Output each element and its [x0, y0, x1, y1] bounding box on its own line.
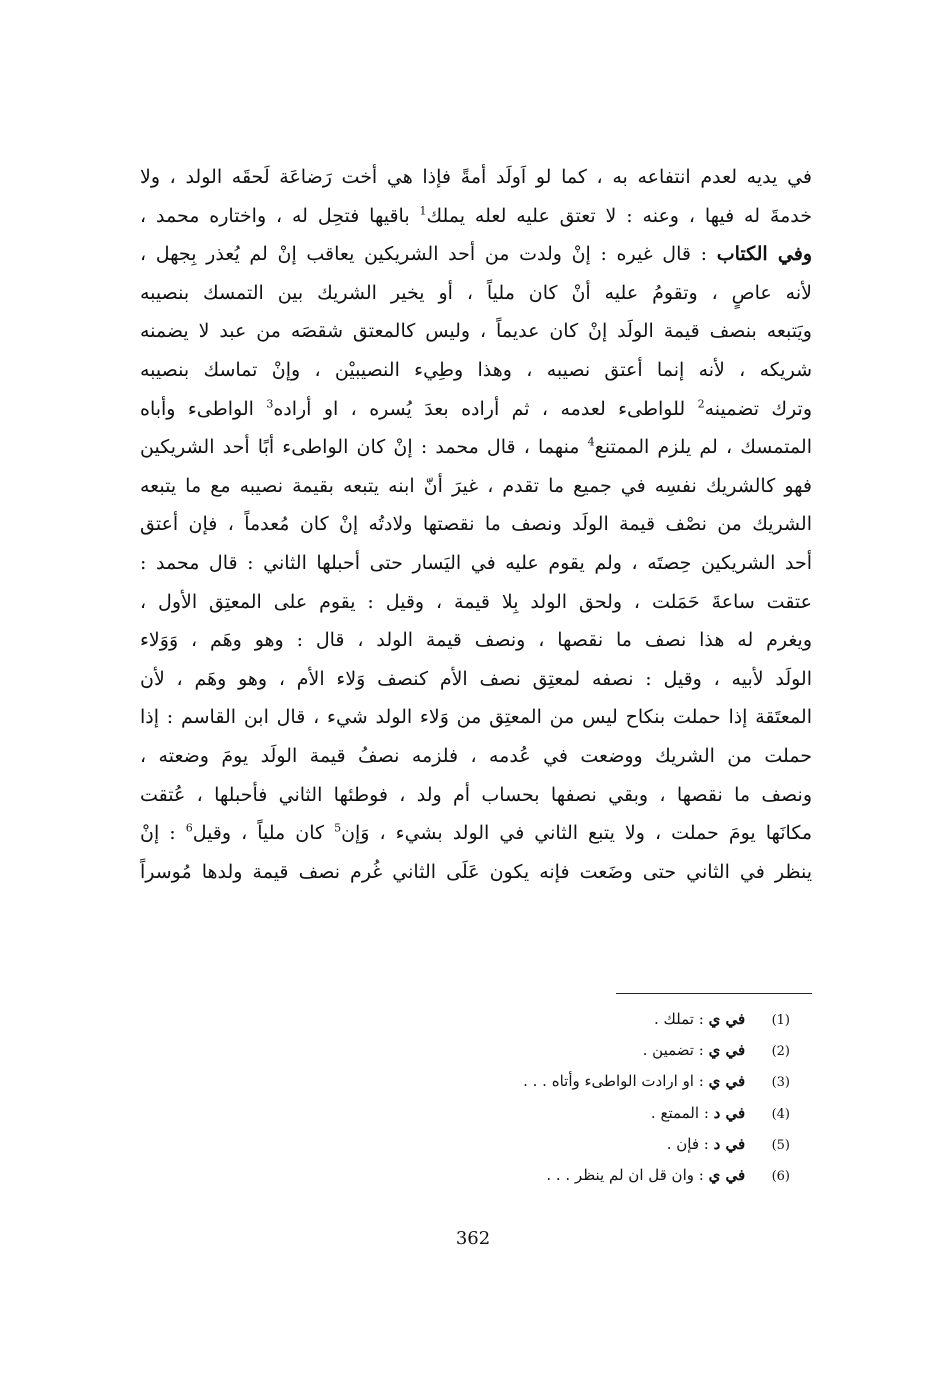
footnote-ref: 2	[697, 397, 705, 411]
footnote	[300, 1129, 790, 1160]
footnote-text: : او ارادت الواطىء وأتاه . . .	[523, 1072, 709, 1091]
text-line: ونصف ما نقصها ، وبقي نصفها بحساب أم ولد ، فوطئها الثاني فأحبلها ، عُتقت	[140, 783, 812, 806]
footnote-number: (4)	[771, 1106, 790, 1122]
footnote	[300, 1160, 790, 1191]
section-keyword: وفي الكتاب	[716, 243, 812, 266]
footnote	[300, 1066, 790, 1097]
text-line: الولَد لأبيه ، وقيل : نصفه لمعتِق نصف الأم كنصف وَلاء الأم ، وهو وهَم ، لأن	[140, 667, 812, 690]
footnotes	[300, 1004, 790, 1191]
footnote-ref: 6	[185, 821, 193, 835]
footnote-source: في ي	[708, 1010, 746, 1028]
footnote-number: (5)	[771, 1137, 790, 1153]
footnote-text: : وان قل ان لم ينظر . . .	[546, 1165, 709, 1184]
footnote-text: : الممتع .	[650, 1103, 714, 1122]
page-number: 362	[455, 1228, 491, 1249]
text-line: أحد الشريكين حِصتَه ، ولم يقوم عليه في اليَسار حتى أحبلها الثاني : قال محمد :	[140, 551, 812, 574]
text-line: في يديه لعدم انتفاعه به ، كما لو اَولَد أمةً فإذا هي أخت رَضاعَة لَحقَه الولد ، ولا	[140, 166, 812, 188]
text-line: ويَتبعه بنصف قيمة الولَد إنْ كان عديماً ، وليس كالمعتق شقصَه من عبد لا يضمنه	[140, 320, 812, 343]
text-line: الشريك من نصْف قيمة الولَد ونصف ما نقصتها ولادتُه إنْ كان مُعدماً ، فإن أعتق	[140, 513, 812, 536]
footnote-source: في ي	[708, 1041, 746, 1060]
text-line: فهو كالشريك نفسِه في جميع ما تقدم ، غيرَ أنّ ابنه يتبعه بقيمة نصيبه مع ما يتبعه	[140, 474, 812, 497]
text-line: شريكه ، لأنه إنما أعتق نصيبه ، وهذا وطِيء النصيبيْن ، وإنْ تماسك بنصيبه	[140, 358, 812, 381]
footnote-source: في د	[713, 1103, 746, 1122]
footnote-number: (2)	[771, 1044, 790, 1060]
footnote	[300, 1004, 790, 1035]
footnote-source: في ي	[708, 1072, 746, 1091]
footnote-source: في د	[713, 1134, 746, 1153]
text-line: المتمسك ، لم يلزم الممتنع$^4$ منهما ، قال محمد : إنْ كان الواطىء أبًا أحد الشريكين	[140, 435, 812, 459]
text-line: وفي الكتاب : قال غيره : إنْ ولدت من أحد الشريكين يعاقب إنْ لم يُعذر بِجهل ،	[140, 243, 812, 266]
text-line: المعتَقة إذا حملت بنكاح ليس من المعتِق من وَلاء الولد شيء ، قال ابن القاسم : إذا	[140, 706, 812, 729]
footnote-ref: 5	[334, 821, 342, 835]
text-line: وترك تضمينه$^2$ للواطىء لعدمه ، ثم أراده بعدَ يُسره ، او أراده$^3$ الواطىء وأباه	[140, 397, 812, 420]
text-line: عتقت ساعةَ حَمَلت ، ولحق الولد بِلا قيمة ، وقيل : يقوم على المعتِق الأول ،	[140, 590, 812, 613]
footnote-text: : تضمين .	[642, 1041, 709, 1060]
footnote-separator	[616, 993, 812, 994]
text-line: حملت من الشريك ووضعت في عُدمه ، فلزمه نصفُ قيمة الولَد يومَ وضعته ،	[140, 744, 812, 767]
footnote-number: (6)	[771, 1168, 790, 1184]
text-line: ينظر في الثاني حتى وضَعت فإنه يكون عَلَى الثاني غُرم نصف قيمة ولدها مُوسراً	[140, 860, 812, 883]
text-line: ويغرم له هذا نصف ما نقصها ، ونصف قيمة الولد ، قال : وهو وهَم ، وَوَلاء	[140, 629, 812, 652]
footnote-source: في ي	[708, 1165, 746, 1184]
footnote-text: : فإن .	[666, 1134, 714, 1153]
text-line: خدمةَ له فيها ، وعنه : لا تعتق عليه لعله يملك$^1$ باقيها فتحِل له ، واختاره محمد ،	[140, 204, 812, 227]
footnote-ref: 1	[419, 204, 427, 218]
footnote-text: : تملك .	[653, 1010, 709, 1028]
footnote	[300, 1098, 790, 1129]
footnote-number: (3)	[771, 1075, 790, 1091]
text-line: لأنه عاصٍ ، وتقومُ عليه أنْ كان ملياً ، أو يخير الشريك بين التمسك بنصيبه	[140, 281, 812, 304]
text-line: مكانَها يومَ حملت ، ولا يتبع الثاني في الولد بشيء ، وَإن$^5$ كان ملياً ، وقيل$^6$ : إنْ	[140, 821, 812, 845]
footnote-ref: 3	[266, 397, 274, 411]
main-text	[140, 158, 812, 891]
footnote	[300, 1035, 790, 1066]
footnote-ref: 4	[587, 435, 595, 449]
footnote-number: (1)	[771, 1013, 790, 1028]
